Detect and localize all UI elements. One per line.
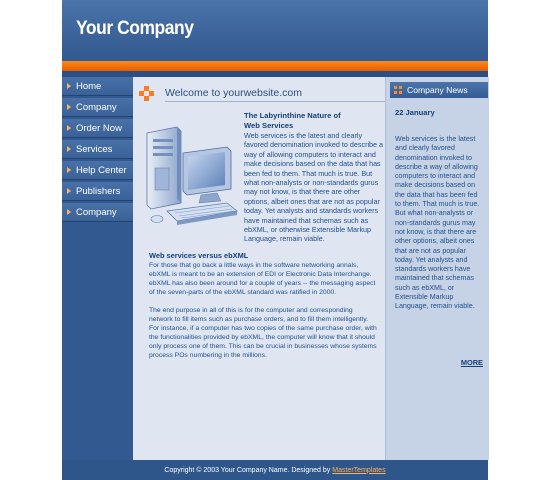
nav-item-home[interactable]	[62, 77, 133, 96]
article-paragraph: The end purpose in all of this is for the computer and corresponding network to fill items such as purchase orders, and to fill them intelligently. For instance, if a computer has two copies of the same purchase order, with the functionalities provided by ebXML, the computer will know that it should only process one of them. This can be crucial in businesses whose systems process POs numbering in the millions.	[149, 307, 377, 359]
nav-label: Order Now	[76, 122, 122, 134]
designer-link[interactable]: MasterTemplates	[332, 466, 386, 474]
welcome-title: Welcome to yourwebsite.com	[165, 87, 385, 102]
news-column	[385, 77, 489, 460]
orange-squares-icon	[139, 86, 155, 102]
article-title: Web Services	[244, 121, 294, 130]
article-title: The Labyrinthine Nature of	[244, 111, 341, 120]
page-frame	[62, 0, 488, 480]
welcome-heading-row	[139, 85, 385, 103]
article-paragraph: For those that go back a little ways in the software networking annals, ebXML is meant to be an extension of EDI or Electronic Data Interchange. ebXML has also been around for a couple of years -- the messaging aspect of the seven-parts of the ebXML standard was ratified in 2000.	[149, 262, 376, 296]
nav-item-publishers[interactable]	[62, 182, 133, 201]
sidebar-nav	[62, 77, 133, 460]
news-title: Company News	[407, 85, 468, 95]
orange-squares-icon	[394, 86, 402, 94]
nav-label: Publishers	[76, 185, 121, 197]
nav-item-services[interactable]	[62, 140, 133, 159]
nav-label: Services	[76, 143, 113, 155]
footer	[62, 460, 488, 480]
news-date: 22 January	[395, 108, 435, 117]
copyright-text: Copyright © 2003 Your Company Name. Designed by	[164, 466, 331, 474]
article-ebxml	[149, 251, 377, 369]
orange-divider	[62, 61, 488, 71]
article-title: Web services versus ebXML	[149, 251, 249, 260]
article-labyrinthine	[244, 111, 384, 244]
arrow-right-icon	[67, 209, 71, 215]
nav-label: Company	[76, 206, 117, 218]
news-body: Web services is the latest and clearly favored denomination invoked to describe a way of allowing computers to interact and make decisions based on the data that has been fed to them. That much is true. But what non-analysts or non-standards gurus may not know, is that there are other options, albeit ones that are not as popular today. Yet analysts and standards workers have maintained that schemas such as ebXML, or Extensible Markup Language, remain viable.	[395, 135, 480, 311]
header	[62, 0, 488, 61]
news-header	[390, 82, 488, 98]
nav-label: Company	[76, 101, 117, 113]
company-logo[interactable]: Your Company	[76, 18, 194, 39]
arrow-right-icon	[67, 167, 71, 173]
nav-item-company-2[interactable]	[62, 203, 133, 222]
arrow-right-icon	[67, 104, 71, 110]
more-link[interactable]: MORE	[460, 358, 483, 367]
nav-item-help-center[interactable]	[62, 161, 133, 180]
nav-label: Home	[76, 80, 102, 92]
nav-item-company[interactable]	[62, 98, 133, 117]
nav-item-order-now[interactable]	[62, 119, 133, 138]
arrow-right-icon	[67, 83, 71, 89]
main-content	[133, 77, 385, 460]
nav-label: Help Center	[76, 164, 127, 176]
computer-illustration-icon	[141, 123, 241, 233]
article-body: Web services is the latest and clearly favored denomination invoked to describe a way of allowing computers to interact and make decisions based on the data that has been fed to them. That much is true. But what non-analysts or non-standards gurus may not know, is that there are other options, albeit ones that are not as popular today. Yet analysts and standards workers have maintained that schemas such as ebXML, or otherwise Extensible Markup Language, remain viable.	[244, 131, 384, 244]
arrow-right-icon	[67, 146, 71, 152]
arrow-right-icon	[67, 125, 71, 131]
arrow-right-icon	[67, 188, 71, 194]
